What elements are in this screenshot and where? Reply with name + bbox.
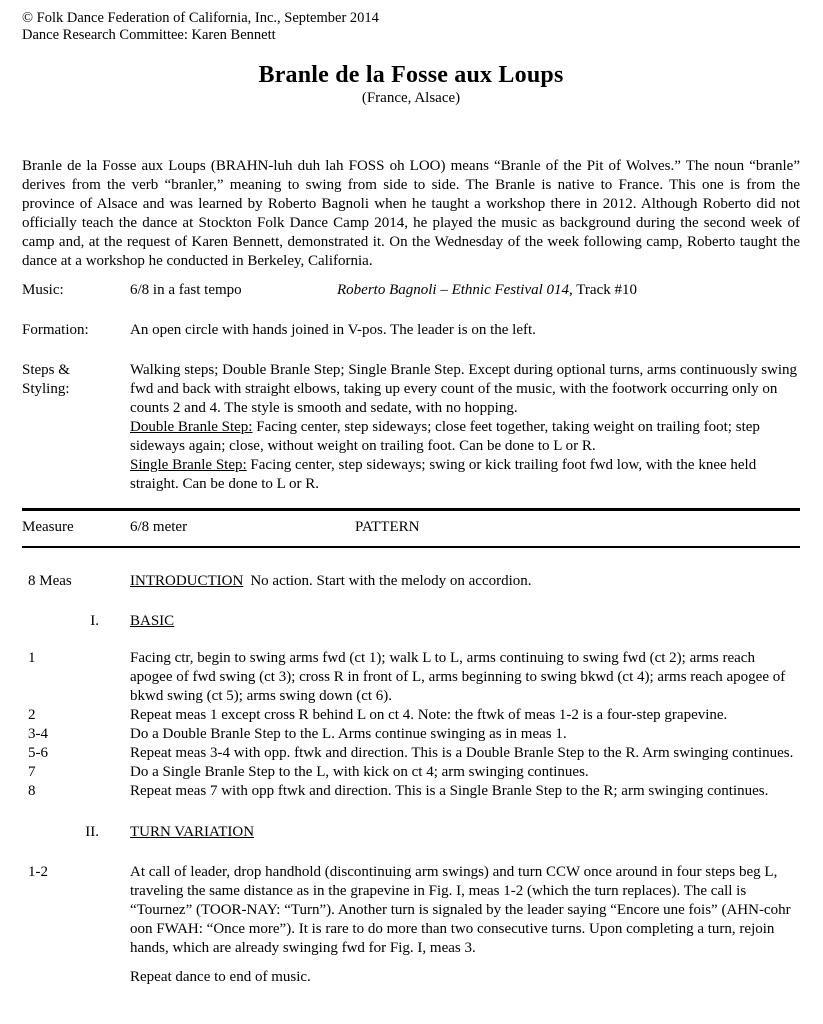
measure-cell: 1 bbox=[28, 650, 36, 666]
figure-2-title: TURN VARIATION bbox=[130, 824, 255, 840]
measure-cell: 2 bbox=[28, 707, 36, 723]
copyright-line: © Folk Dance Federation of California, Inc., September 2014 bbox=[22, 10, 379, 26]
steps-styling-row bbox=[22, 361, 800, 494]
formation-value: An open circle with hands joined in V-pos. The leader is on the left. bbox=[130, 322, 536, 338]
music-source-title: Roberto Bagnoli – Ethnic Festival 014 bbox=[337, 282, 570, 298]
formation-label: Formation: bbox=[22, 322, 89, 338]
description-cell: At call of leader, drop handhold (discontinuing arm swings) and turn CCW once around in four steps beg L, traveling the same distance as in the grapevine in Fig. I, meas 1-2 (which the turn replaces). The call is “Tournez” (TOOR-NAY: “Turn”). Another turn is signaled by the leader saying “Encore une fois” (AHN-cohr oon FWAH: “Once more”). It is rare to do more than two consecutive turns. Upon completing a turn, rejoin hands, which are already swinging fwd for Fig. I, meas 3. bbox=[130, 864, 791, 956]
figure-2-heading bbox=[22, 823, 800, 842]
music-row bbox=[22, 281, 800, 300]
single-branle-definition bbox=[130, 456, 800, 494]
single-branle-text: Facing center, step sideways; swing or kick trailing foot fwd low, with the knee held straight. Can be done to L or R. bbox=[130, 457, 757, 492]
steps-label-line1: Steps & bbox=[22, 362, 70, 378]
table-row bbox=[22, 863, 800, 958]
introduction-text bbox=[130, 572, 800, 591]
description-cell: Facing ctr, begin to swing arms fwd (ct 1); walk L to L, arms continuing to swing fwd (ct 2); arms reach apogee of fwd swing (ct 3); cross R in front of L, arms beginning to swing bkwd (ct 4); arms reach apogee of bkwd swing (ct 5); arms swing down (ct 6). bbox=[130, 650, 786, 704]
measure-cell: 3-4 bbox=[28, 726, 48, 742]
description-cell: Do a Double Branle Step to the L. Arms continue swinging as in meas 1. bbox=[130, 726, 567, 742]
double-branle-text: Facing center, step sideways; close feet together, taking weight on trailing foot; step sideways again; close, without weight on trailing foot. Can be done to L or R. bbox=[130, 419, 760, 454]
measure-cell: 1-2 bbox=[28, 864, 48, 880]
description-cell: Do a Single Branle Step to the L, with kick on ct 4; arm swinging continues. bbox=[130, 764, 589, 780]
music-tempo: 6/8 in a fast tempo bbox=[130, 282, 242, 298]
steps-styling-label bbox=[22, 361, 130, 494]
pattern-column-header: PATTERN bbox=[355, 519, 420, 535]
page-title: Branle de la Fosse aux Loups bbox=[258, 62, 564, 88]
intro-paragraph: Branle de la Fosse aux Loups (BRAHN-luh duh lah FOSS oh LOO) means “Branle of the Pit of Wolves.” The noun “branle” derives from the verb “branler,” meaning to swing from side to side. The Branle is native to France. This one is from the province of Alsace and was learned by Roberto Bagnoli when he taught a workshop there in 2012. Although Roberto did not officially teach the dance at Stockton Folk Dance Camp 2014, he played the music as background during the second week of camp and, at the request of Karen Bennett, demonstrated it. On the Wednesday of the week following camp, Roberto taught the dance at a workshop he conducted in Berkeley, California. bbox=[22, 158, 800, 269]
table-row bbox=[22, 744, 800, 763]
measure-column-header: Measure bbox=[22, 519, 74, 535]
page-subtitle: (France, Alsace) bbox=[361, 90, 461, 106]
document-header bbox=[22, 10, 800, 44]
description-cell: Repeat meas 1 except cross R behind L on ct 4. Note: the ftwk of meas 1-2 is a four-step grapevine. bbox=[130, 707, 728, 723]
steps-label-line2: Styling: bbox=[22, 381, 70, 397]
figure-1-heading bbox=[22, 612, 800, 631]
introduction-row bbox=[22, 572, 800, 591]
measure-cell: 5-6 bbox=[28, 745, 48, 761]
music-track: , Track #10 bbox=[569, 282, 637, 298]
pattern-table-header-rule bbox=[22, 546, 800, 548]
introduction-label: INTRODUCTION bbox=[130, 573, 244, 589]
closing-measure-empty bbox=[22, 968, 130, 987]
table-row bbox=[22, 706, 800, 725]
table-row bbox=[22, 649, 800, 706]
measure-cell: 8 bbox=[28, 783, 36, 799]
steps-general-text: Walking steps; Double Branle Step; Single Branle Step. Except during optional turns, arms continuously swing fwd and back with straight elbows, taking up every count of the music, with the footwork occurring only on counts 2 and 4. The style is smooth and sedate, with no hopping. bbox=[130, 362, 798, 416]
closing-text: Repeat dance to end of music. bbox=[130, 969, 311, 985]
figure-2-numeral: II. bbox=[85, 824, 99, 840]
introduction-rest: No action. Start with the melody on accordion. bbox=[250, 573, 532, 589]
description-cell: Repeat meas 7 with opp ftwk and direction. This is a Single Branle Step to the R; arm swinging continues. bbox=[130, 783, 769, 799]
committee-line: Dance Research Committee: Karen Bennett bbox=[22, 27, 276, 43]
closing-row bbox=[22, 968, 800, 987]
single-branle-label: Single Branle Step: bbox=[130, 457, 247, 473]
table-row bbox=[22, 725, 800, 744]
double-branle-definition bbox=[130, 418, 800, 456]
table-row bbox=[22, 782, 800, 801]
double-branle-label: Double Branle Step: bbox=[130, 419, 253, 435]
music-value bbox=[130, 281, 800, 300]
meter-column-header: 6/8 meter bbox=[130, 519, 188, 535]
table-row bbox=[22, 763, 800, 782]
figure-1-numeral: I. bbox=[90, 613, 99, 629]
figure-1-title: BASIC bbox=[130, 613, 175, 629]
formation-row bbox=[22, 321, 800, 340]
pattern-table-header bbox=[22, 511, 800, 546]
description-cell: Repeat meas 3-4 with opp. ftwk and direction. This is a Double Branle Step to the R. Arm swinging continues. bbox=[130, 745, 794, 761]
introduction-measure: 8 Meas bbox=[28, 573, 72, 589]
music-label: Music: bbox=[22, 282, 64, 298]
measure-cell: 7 bbox=[28, 764, 36, 780]
steps-styling-value bbox=[130, 361, 800, 494]
